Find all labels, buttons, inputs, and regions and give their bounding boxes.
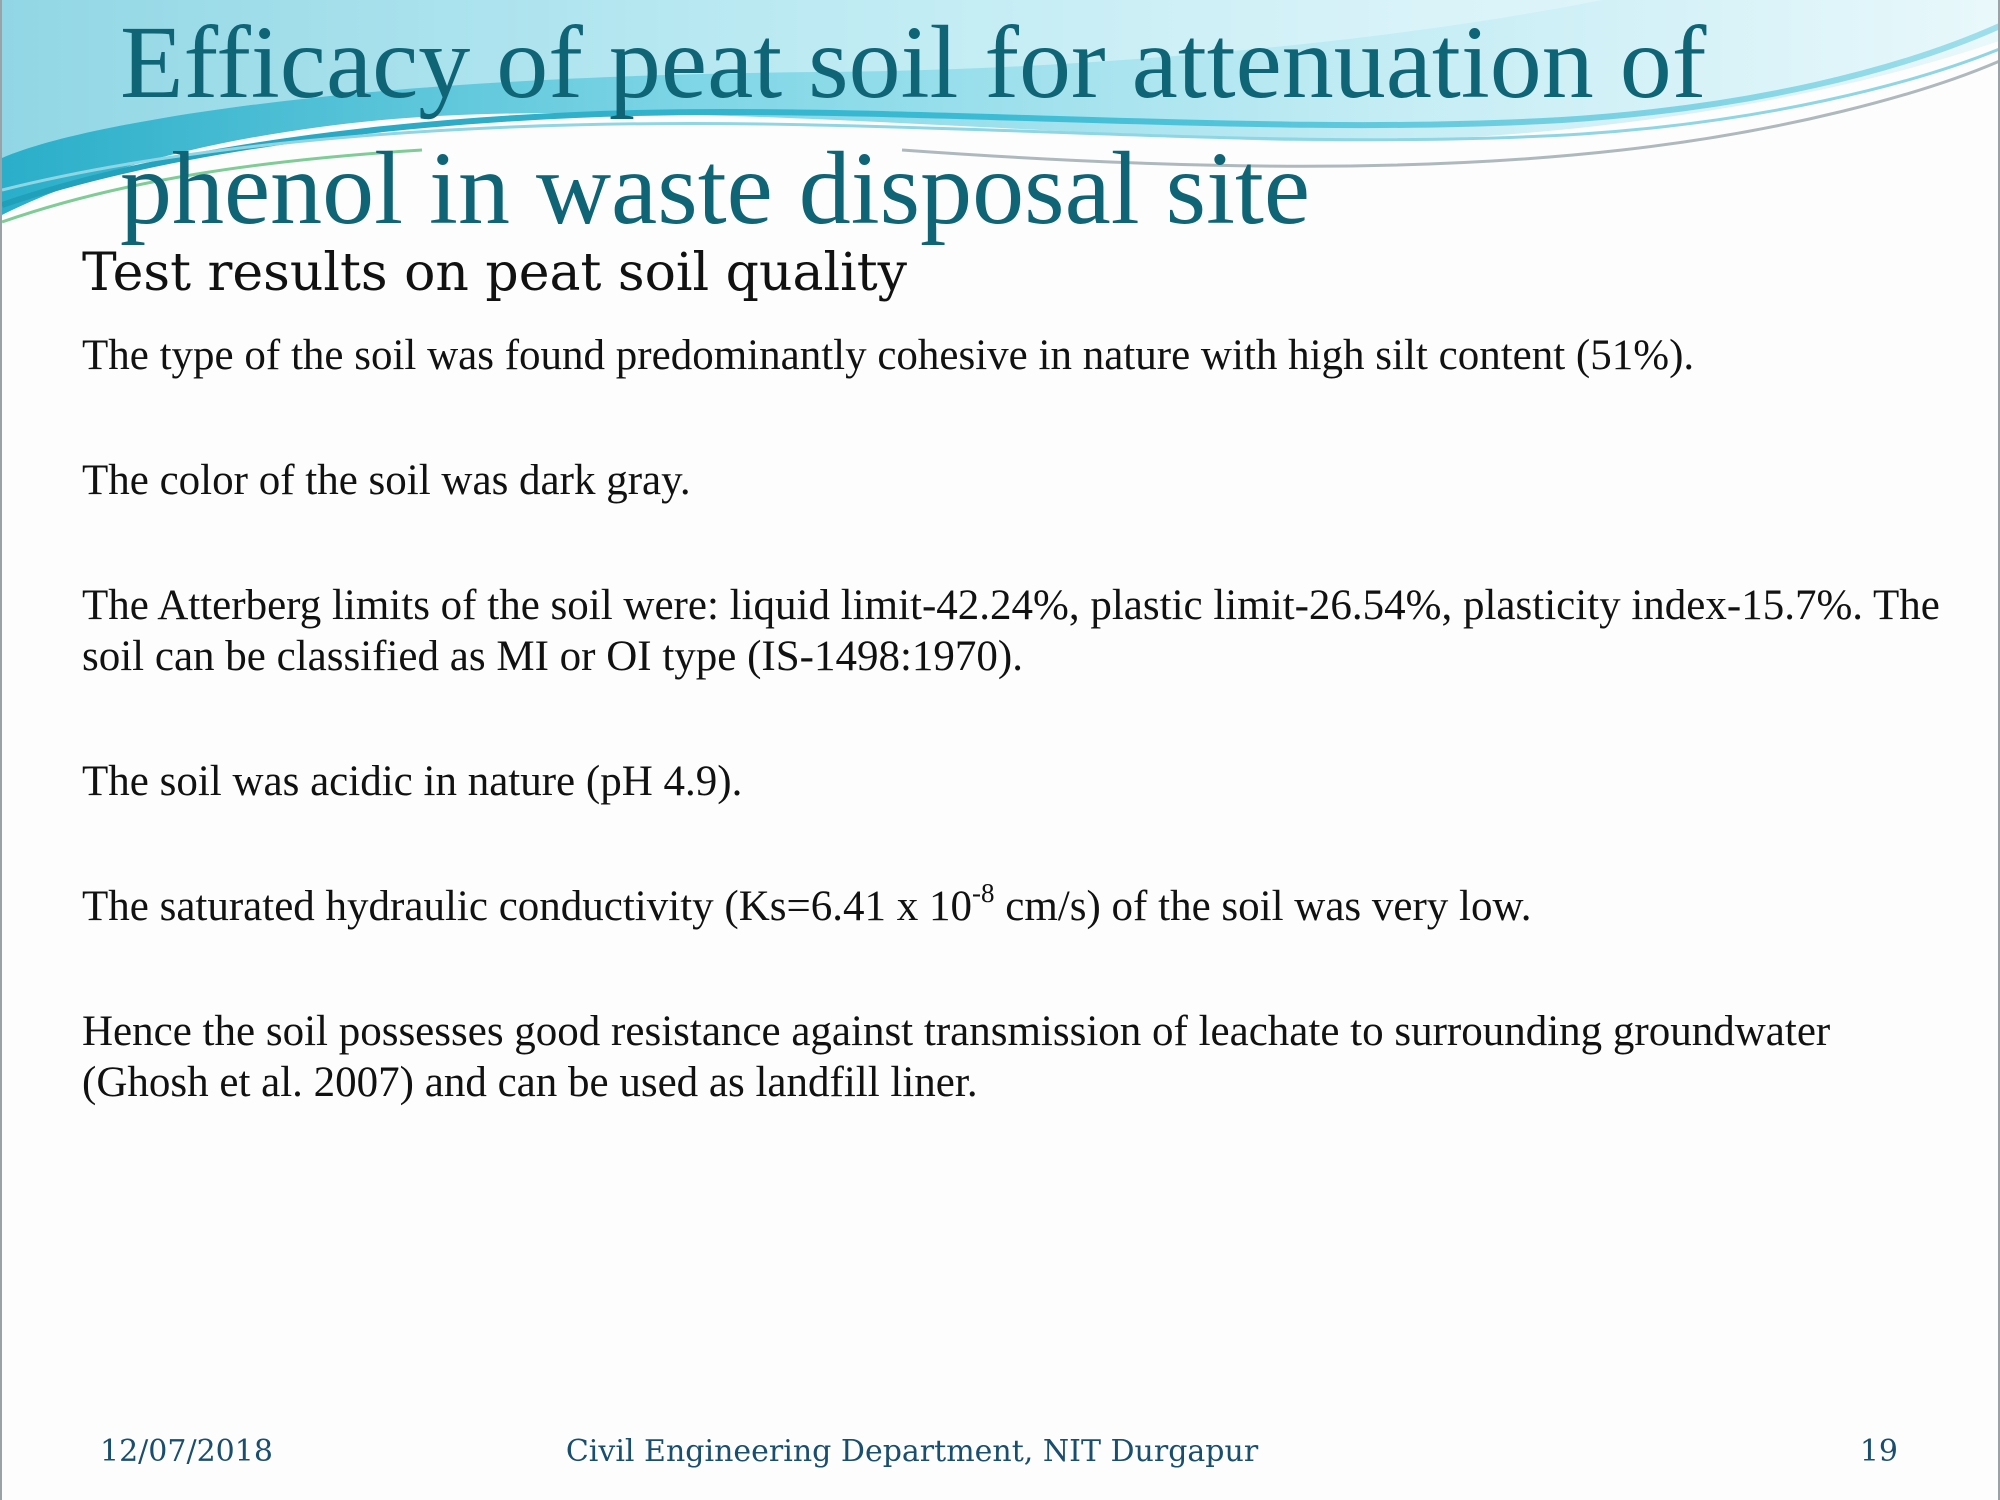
bullet-soil-type: The type of the soil was found predominantly cohesive in nature with high silt content (51%). <box>82 332 1695 379</box>
conductivity-exponent: -8 <box>972 878 995 908</box>
slide-title-line-1: Efficacy of peat soil for attenuation of <box>120 5 1707 120</box>
bullet-soil-ph: The soil was acidic in nature (pH 4.9). <box>82 758 743 805</box>
footer-date: 12/07/2018 <box>100 1434 273 1469</box>
footer-department: Civil Engineering Department, NIT Durgapur <box>565 1434 1259 1469</box>
conductivity-text-after: cm/s) of the soil was very low. <box>994 883 1532 930</box>
footer-page-number: 19 <box>1859 1434 1898 1469</box>
slide-title-line-2: phenol in waste disposal site <box>120 131 1311 246</box>
bullet-soil-color: The color of the soil was dark gray. <box>82 457 691 504</box>
bullet-conclusion: Hence the soil possesses good resistance against transmission of leachate to surrounding groundwater (Ghosh et al. 2007) and can be used as landfill liner. <box>82 1008 1831 1106</box>
bullet-hydraulic-conductivity <box>82 878 1962 932</box>
slide-title <box>120 0 1980 252</box>
conductivity-text-before: The saturated hydraulic conductivity (Ks=6.41 x 10 <box>82 883 973 930</box>
section-subtitle: Test results on peat soil quality <box>82 243 907 303</box>
bullet-atterberg-limits: The Atterberg limits of the soil were: liquid limit-42.24%, plastic limit-26.54%, plasticity index-15.7%. The soil can be classified as MI or OI type (IS-1498:1970). <box>82 582 1940 680</box>
bullet-list <box>82 330 1962 1182</box>
